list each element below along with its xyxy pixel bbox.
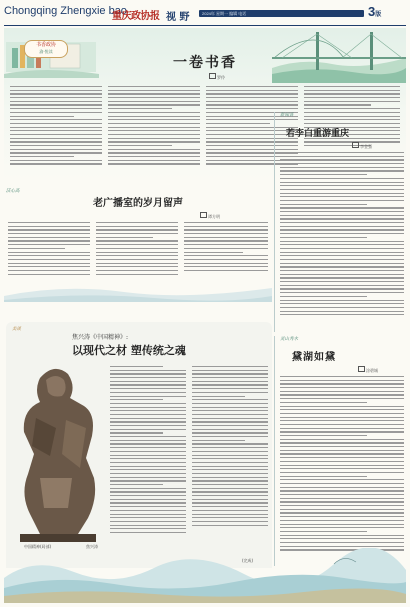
article-body [108, 86, 200, 174]
section-label: 视 野 [166, 12, 190, 23]
article-li-bai [278, 112, 406, 332]
author-badge-icon [352, 142, 359, 148]
article-byline: 李金强 [352, 142, 372, 150]
column-tag: 新闻客 [280, 113, 294, 118]
column-tag: 灵山秀水 [280, 337, 298, 342]
author-badge-icon [209, 73, 216, 79]
photo-credit: 焦兴涛 [86, 544, 98, 549]
hills-divider-decoration [4, 280, 272, 302]
column-tag: 美谈 [12, 327, 21, 332]
article-body [280, 376, 404, 558]
article-body [10, 86, 102, 174]
header-info-bar: 2024年 星期一 编辑 电话 [199, 10, 364, 17]
article-body [280, 152, 404, 328]
article-body [110, 366, 186, 556]
end-mark: (完成) [242, 558, 254, 563]
article-title: 以现代之材 塑传统之魂 [72, 344, 186, 357]
article-title: 黛湖如黛 [292, 352, 336, 363]
article-byline: 谭方明 [200, 212, 220, 220]
article-old-broadcast-room [4, 184, 272, 302]
article-byline: 罗伶 [209, 73, 225, 81]
author-badge-icon [200, 212, 207, 218]
masthead [0, 0, 410, 26]
mountain-footer-decoration [4, 548, 406, 603]
article-kicker: 焦兴涛《中国精神》: [72, 334, 129, 341]
sculpture-photo [10, 358, 106, 544]
article-title: 老广播室的岁月留声 [93, 198, 183, 209]
article-chinese-spirit [6, 322, 272, 568]
article-title: 若李白重游重庆 [286, 129, 350, 139]
article-body [8, 222, 90, 282]
article-dai-lake [278, 336, 406, 566]
article-body [96, 222, 178, 282]
logo: 重庆政协报 [112, 11, 160, 22]
page-number: 3版 [368, 4, 382, 19]
article-body [192, 366, 268, 556]
brand-name: Chongqing Zhengxie bao [4, 5, 127, 17]
article-title: 一卷书香 [173, 55, 237, 71]
photo-caption: 中国精神(局部) [24, 544, 52, 549]
column-tag-badge: 书香政协 渝·悦读 [24, 40, 68, 58]
author-badge-icon [358, 366, 365, 372]
article-byline: 涂碧城 [358, 366, 378, 374]
article-body [184, 222, 268, 282]
column-tag: 沃心高 [6, 189, 20, 194]
